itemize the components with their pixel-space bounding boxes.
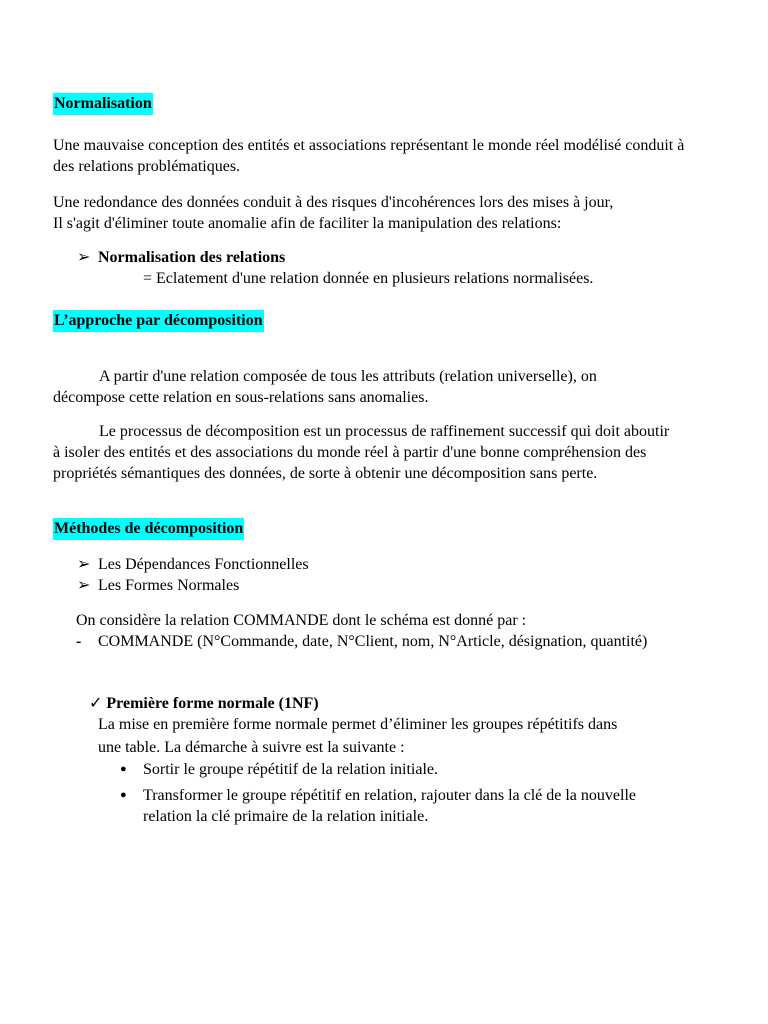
premiere-forme-heading bbox=[89, 693, 709, 714]
highlighted-heading: Normalisation bbox=[53, 93, 153, 115]
list-item-label: Les Formes Normales bbox=[98, 577, 240, 594]
arrow-bullet-icon: ➢ bbox=[77, 556, 91, 573]
considere-text: On considère la relation COMMANDE dont le schéma est donné par : bbox=[76, 612, 527, 629]
highlighted-heading: Méthodes de décomposition bbox=[53, 518, 244, 540]
arrow-bullet-icon: ➢ bbox=[77, 577, 91, 594]
premiere-forme-line: La mise en première forme normale permet d’éliminer les groupes répétitifs dans bbox=[98, 716, 618, 733]
premiere-forme-title: Première forme normale (1NF) bbox=[106, 695, 319, 712]
bullet-text: Sortir le groupe répétitif de la relation initiale. bbox=[143, 761, 439, 778]
intro-paragraph-line: Il s'agit d'éliminer toute anomalie afin de faciliter la manipulation des relations: bbox=[53, 215, 562, 232]
premiere-forme-line: une table. La démarche à suivre est la suivante : bbox=[98, 739, 405, 756]
definition-text: = Eclatement d'une relation donnée en plusieurs relations normalisées. bbox=[143, 270, 594, 287]
premiere-forme-bullet bbox=[120, 759, 680, 780]
check-icon: ✓ bbox=[89, 695, 103, 712]
normalisation-list-item bbox=[77, 247, 717, 268]
approche-paragraph: Le processus de décomposition est un processus de raffinement successif qui doit aboutir à isoler des entités et des associations du monde réel à partir d'une bonne compréhension des propriétés sémantiques des données, de sorte à obtenir une décomposition sans perte. bbox=[53, 423, 670, 482]
section-heading-approche bbox=[53, 310, 713, 332]
highlighted-heading: L’approche par décomposition bbox=[53, 310, 264, 332]
arrow-bullet-icon: ➢ bbox=[77, 249, 91, 266]
section-heading-methodes bbox=[53, 518, 713, 540]
section-heading-normalisation bbox=[53, 93, 713, 115]
list-item-title: Normalisation des relations bbox=[98, 249, 286, 266]
bullet-dot-icon: ● bbox=[120, 763, 127, 775]
methodes-list-item bbox=[77, 554, 717, 575]
methodes-list-item bbox=[77, 575, 717, 596]
schema-text: COMMANDE (N°Commande, date, N°Client, nom, N°Article, désignation, quantité) bbox=[98, 633, 648, 650]
approche-paragraph: A partir d'une relation composée de tous les attributs (relation universelle), on décompose cette relation en sous-relations sans anomalies. bbox=[53, 368, 597, 406]
intro-paragraph-line: Une redondance des données conduit à des risques d'incohérences lors des mises à jour, bbox=[53, 194, 614, 211]
premiere-forme-bullet bbox=[120, 785, 640, 827]
intro-paragraph: Une mauvaise conception des entités et associations représentant le monde réel modélisé conduit à des relations problématiques. bbox=[53, 137, 685, 175]
list-item-label: Les Dépendances Fonctionnelles bbox=[98, 556, 309, 573]
bullet-text: Transformer le groupe répétitif en relation, rajouter dans la clé de la nouvelle relation la clé primaire de la relation initiale. bbox=[143, 787, 636, 825]
bullet-dot-icon: ● bbox=[120, 789, 127, 801]
dash-bullet: - bbox=[76, 633, 82, 650]
schema-item bbox=[76, 631, 656, 652]
